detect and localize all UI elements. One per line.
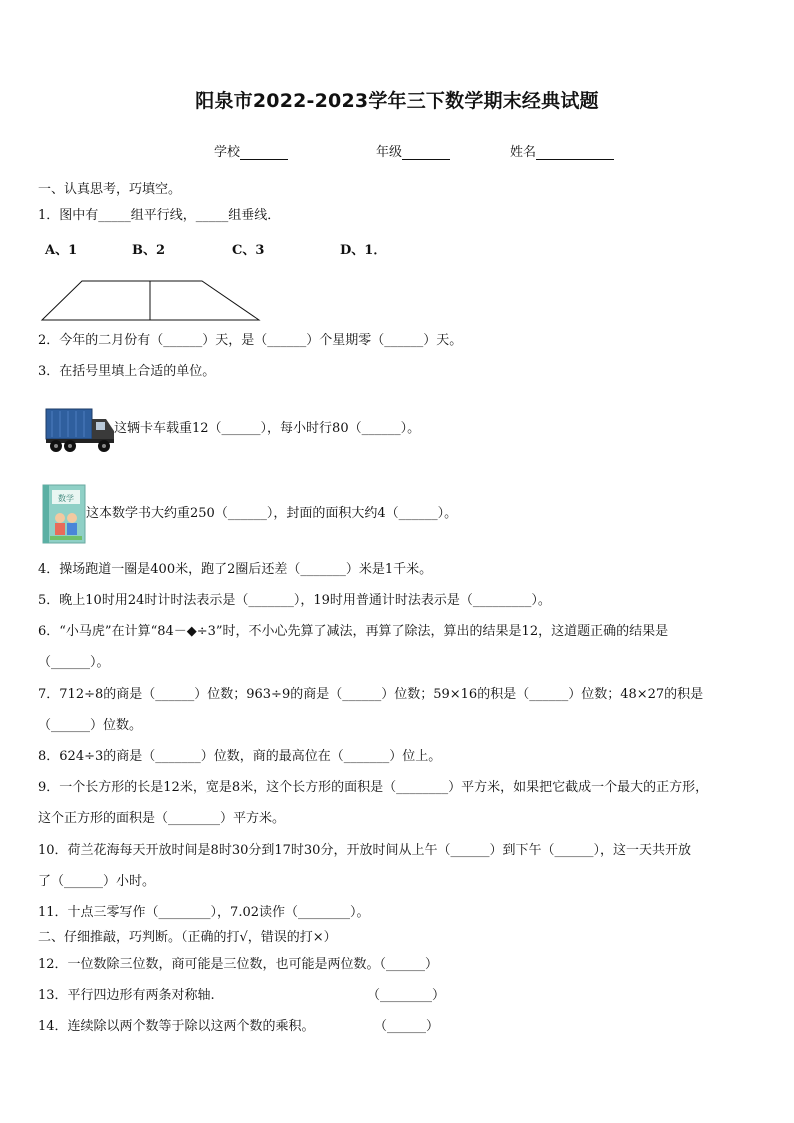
option-b: B、2 bbox=[132, 243, 166, 258]
question-14: 14．连续除以两个数等于除以这两个数的乘积。 bbox=[38, 1019, 315, 1034]
question-6-continued: （______）。 bbox=[38, 655, 110, 670]
question-5: 5．晚上10时用24时计时法表示是（_______），19时用普通计时法表示是（_________）。 bbox=[38, 593, 551, 608]
grade-field bbox=[376, 141, 450, 160]
question-13-answer-blank[interactable]: （________） bbox=[367, 988, 446, 1003]
trapezoid-figure bbox=[40, 278, 262, 324]
question-2: 2．今年的二月份有（______）天，是（______）个星期零（______）天。 bbox=[38, 333, 463, 348]
book-cover-title: 数学 bbox=[58, 494, 74, 503]
question-11: 11．十点三零写作（________），7.02读作（________）。 bbox=[38, 905, 370, 920]
name-label: 姓名 bbox=[510, 145, 537, 160]
question-7-continued: （______）位数。 bbox=[38, 718, 143, 733]
question-13: 13．平行四边形有两条对称轴. bbox=[38, 988, 215, 1003]
question-10: 10．荷兰花海每天开放时间是8时30分到17时30分，开放时间从上午（______）到下午（______），这一天共开放 bbox=[38, 843, 691, 858]
grade-label: 年级 bbox=[376, 145, 403, 160]
option-d: D、1． bbox=[340, 243, 387, 258]
option-a: A、1 bbox=[45, 243, 78, 258]
question-8: 8．624÷3的商是（_______）位数，商的最高位在（_______）位上。 bbox=[38, 749, 442, 764]
question-9: 9．一个长方形的长是12米，宽是8米，这个长方形的面积是（________）平方米，如果把它截成一个最大的正方形， bbox=[38, 780, 709, 795]
question-3-book: 这本数学书大约重250（______），封面的面积大约4（______）。 bbox=[86, 506, 458, 521]
question-3-truck: 这辆卡车载重12（______），每小时行80（______）。 bbox=[114, 421, 421, 436]
page-title: 阳泉市2022-2023学年三下数学期末经典试题 bbox=[195, 90, 599, 112]
question-1: 1．图中有_____组平行线，_____组垂线． bbox=[38, 208, 281, 223]
section-2-heading: 二、仔细推敲，巧判断。（正确的打√，错误的打×） bbox=[38, 930, 337, 945]
question-12: 12．一位数除三位数，商可能是三位数，也可能是两位数。（______） bbox=[38, 957, 439, 972]
section-1-heading: 一、认真思考，巧填空。 bbox=[38, 182, 182, 197]
school-blank[interactable] bbox=[240, 145, 288, 160]
math-book-icon bbox=[42, 484, 86, 544]
truck-icon bbox=[44, 405, 116, 455]
grade-blank[interactable] bbox=[402, 145, 450, 160]
question-9-continued: 这个正方形的面积是（________）平方米。 bbox=[38, 811, 286, 826]
question-14-answer-blank[interactable]: （______） bbox=[374, 1019, 440, 1034]
question-4: 4．操场跑道一圈是400米，跑了2圈后还差（_______）米是1千米。 bbox=[38, 562, 433, 577]
school-field bbox=[214, 141, 288, 160]
question-7: 7．712÷8的商是（______）位数；963÷9的商是（______）位数；59×16的积是（______）位数；48×27的积是 bbox=[38, 687, 704, 702]
school-label: 学校 bbox=[214, 145, 241, 160]
question-10-continued: 了（______）小时。 bbox=[38, 874, 156, 889]
option-c: C、3 bbox=[232, 243, 265, 258]
name-blank[interactable] bbox=[536, 145, 614, 160]
question-6: 6．“小马虎”在计算“84－◆÷3”时，不小心先算了减法，再算了除法，算出的结果是12，这道题正确的结果是 bbox=[38, 624, 669, 639]
question-3: 3．在括号里填上合适的单位。 bbox=[38, 364, 216, 379]
name-field bbox=[510, 141, 614, 160]
